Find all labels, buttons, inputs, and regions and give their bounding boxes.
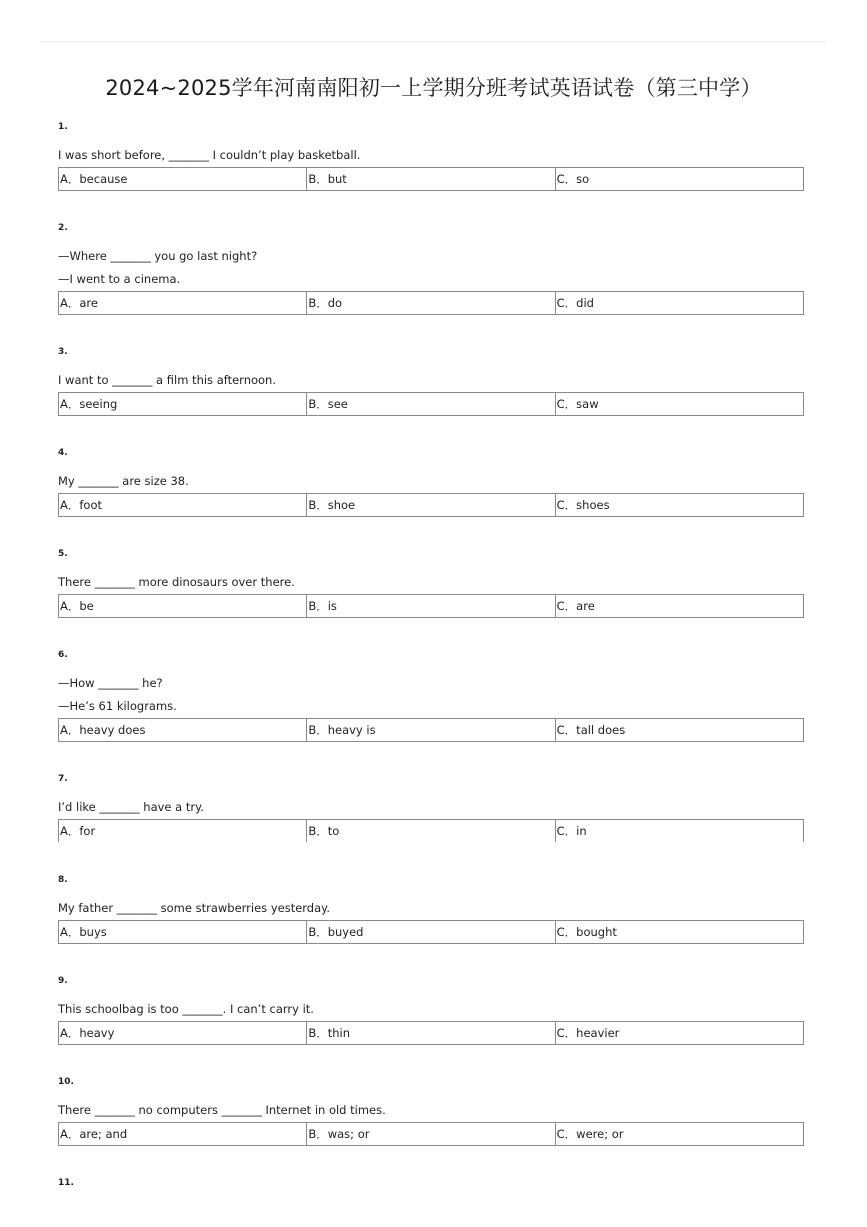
question-list bbox=[58, 121, 804, 1207]
option-a[interactable]: A．seeing bbox=[60, 397, 118, 411]
option-b[interactable]: B．do bbox=[306, 292, 554, 314]
option-b[interactable]: B．see bbox=[306, 393, 554, 415]
question-block bbox=[58, 1076, 804, 1177]
question-stem: —He’s 61 kilograms. bbox=[58, 699, 177, 713]
option-c[interactable]: C．saw bbox=[555, 393, 803, 415]
option-a[interactable]: A．be bbox=[60, 599, 94, 613]
option-b[interactable]: B．heavy is bbox=[306, 719, 554, 741]
question-number: 2. bbox=[58, 223, 68, 233]
option-b[interactable]: B．buyed bbox=[306, 921, 554, 943]
option-b[interactable]: B．to bbox=[306, 820, 554, 842]
option-c[interactable]: C．tall does bbox=[555, 719, 803, 741]
question-stem: I’d like _______ have a try. bbox=[58, 800, 204, 814]
question-stem: My _______ are size 38. bbox=[58, 474, 189, 488]
option-c[interactable]: C．in bbox=[555, 820, 803, 842]
question-stem: There _______ no computers _______ Internet in old times. bbox=[58, 1103, 386, 1117]
question-stem: —I went to a cinema. bbox=[58, 272, 181, 286]
option-c[interactable]: C．so bbox=[555, 168, 803, 190]
question-stem: —Where _______ you go last night? bbox=[58, 249, 258, 263]
options-table bbox=[58, 1021, 804, 1045]
question-number: 10. bbox=[58, 1077, 74, 1087]
options-table bbox=[58, 920, 804, 944]
option-a[interactable]: A．are bbox=[60, 296, 98, 310]
question-block bbox=[58, 975, 804, 1076]
question-number: 3. bbox=[58, 347, 68, 357]
question-block bbox=[58, 874, 804, 975]
question-stem: This schoolbag is too _______. I can’t carry it. bbox=[58, 1002, 314, 1016]
question-block bbox=[58, 222, 804, 346]
question-number: 5. bbox=[58, 549, 68, 559]
option-a[interactable]: A．buys bbox=[60, 925, 107, 939]
question-number: 6. bbox=[58, 650, 68, 660]
spacer bbox=[58, 358, 804, 369]
spacer bbox=[58, 886, 804, 897]
question-number: 9. bbox=[58, 976, 68, 986]
option-c[interactable]: C．heavier bbox=[555, 1022, 803, 1044]
question-number: 7. bbox=[58, 774, 68, 784]
option-b[interactable]: B．thin bbox=[306, 1022, 554, 1044]
question-block bbox=[58, 548, 804, 649]
spacer bbox=[58, 234, 804, 245]
option-b[interactable]: B．shoe bbox=[306, 494, 554, 516]
option-a[interactable]: A．heavy does bbox=[60, 723, 146, 737]
option-a[interactable]: A．because bbox=[60, 172, 128, 186]
question-number: 11. bbox=[58, 1178, 74, 1188]
question-number: 4. bbox=[58, 448, 68, 458]
option-a[interactable]: A．foot bbox=[60, 498, 102, 512]
options-table bbox=[58, 493, 804, 517]
question-stem: There _______ more dinosaurs over there. bbox=[58, 575, 295, 589]
question-number: 1. bbox=[58, 122, 68, 132]
option-c[interactable]: C．shoes bbox=[555, 494, 803, 516]
question-stem: My father _______ some strawberries yesterday. bbox=[58, 901, 330, 915]
question-block bbox=[58, 1177, 804, 1207]
question-stem: I was short before, _______ I couldn’t play basketball. bbox=[58, 148, 361, 162]
option-a[interactable]: A．for bbox=[60, 824, 96, 838]
spacer bbox=[58, 987, 804, 998]
options-table bbox=[58, 718, 804, 742]
question-block bbox=[58, 447, 804, 548]
spacer bbox=[58, 459, 804, 470]
option-c[interactable]: C．are bbox=[555, 595, 803, 617]
spacer bbox=[58, 133, 804, 144]
page-top-rule bbox=[40, 41, 827, 42]
option-b[interactable]: B．was; or bbox=[306, 1123, 554, 1145]
question-block bbox=[58, 773, 804, 874]
option-b[interactable]: B．but bbox=[306, 168, 554, 190]
options-table bbox=[58, 291, 804, 315]
option-b[interactable]: B．is bbox=[306, 595, 554, 617]
options-table bbox=[58, 1122, 804, 1146]
spacer bbox=[58, 560, 804, 571]
question-stem: I want to _______ a film this afternoon. bbox=[58, 373, 277, 387]
question-block bbox=[58, 121, 804, 222]
option-c[interactable]: C．did bbox=[555, 292, 803, 314]
question-block bbox=[58, 346, 804, 447]
question-block bbox=[58, 649, 804, 773]
spacer bbox=[58, 661, 804, 672]
question-stem: —How _______ he? bbox=[58, 676, 163, 690]
exam-title: 2024~2025学年河南南阳初一上学期分班考试英语试卷（第三中学） bbox=[105, 76, 762, 100]
options-table bbox=[58, 594, 804, 618]
option-a[interactable]: A．are; and bbox=[60, 1127, 128, 1141]
spacer bbox=[58, 785, 804, 796]
options-table bbox=[58, 392, 804, 416]
spacer bbox=[58, 1088, 804, 1099]
options-table bbox=[58, 167, 804, 191]
option-a[interactable]: A．heavy bbox=[60, 1026, 115, 1040]
option-c[interactable]: C．were; or bbox=[555, 1123, 803, 1145]
options-table bbox=[58, 819, 804, 842]
question-number: 8. bbox=[58, 875, 68, 885]
option-c[interactable]: C．bought bbox=[555, 921, 803, 943]
